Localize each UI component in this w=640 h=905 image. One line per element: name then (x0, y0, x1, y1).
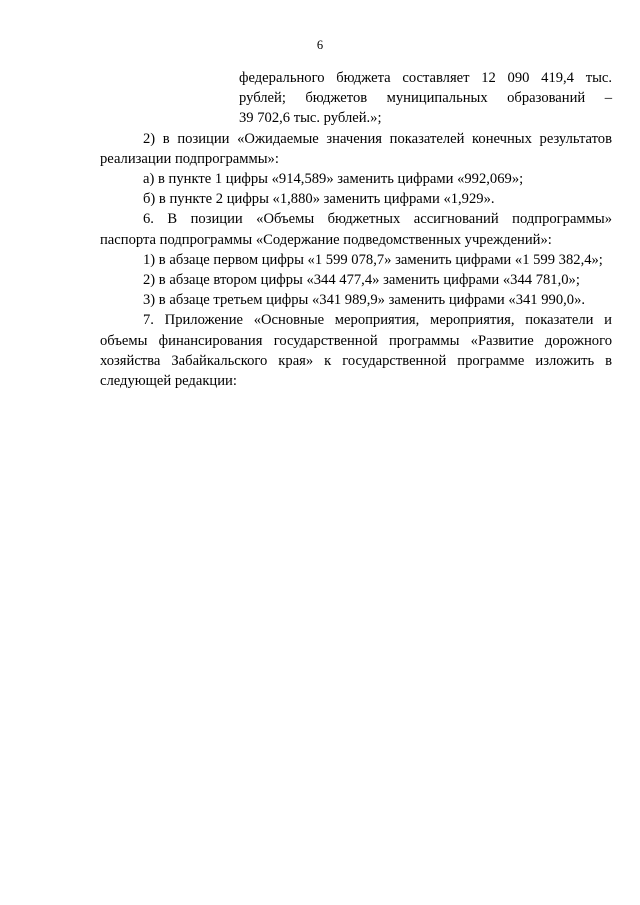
paragraph-item-7: 7. Приложение «Основные мероприятия, мероприятия, показатели и объемы финансирования государственной программы «Развитие дорожного хозяйства Забайкальского края» к государственной программе изложить в следующей редакции: (100, 312, 612, 390)
paragraph-item-2a: а) в пункте 1 цифры «914,589» заменить цифрами «992,069»; (143, 171, 524, 188)
paragraph-item-2: 2) в позиции «Ожидаемые значения показателей конечных результатов реализации подпрограммы»: (100, 130, 612, 167)
document-body (100, 68, 612, 391)
quote-continuation-end: 39 702,6 тыс. рублей.»; (239, 110, 382, 127)
quote-continuation-line: федерального бюджета составляет 12 090 419,4 тыс. рублей; бюджетов муниципальных образований – (239, 70, 612, 107)
paragraph-item-6: 6. В позиции «Объемы бюджетных ассигнований подпрограммы» паспорта подпрограммы «Содержание подведомственных учреждений»: (100, 211, 612, 248)
page-number: 6 (316, 38, 324, 52)
paragraph-item-6-3: 3) в абзаце третьем цифры «341 989,9» заменить цифрами «341 990,0». (143, 292, 586, 309)
paragraph-item-6-2: 2) в абзаце втором цифры «344 477,4» заменить цифрами «344 781,0»; (143, 272, 580, 289)
paragraph-item-2b: б) в пункте 2 цифры «1,880» заменить цифрами «1,929». (143, 191, 495, 208)
paragraph-item-6-1: 1) в абзаце первом цифры «1 599 078,7» заменить цифрами «1 599 382,4»; (143, 251, 603, 268)
